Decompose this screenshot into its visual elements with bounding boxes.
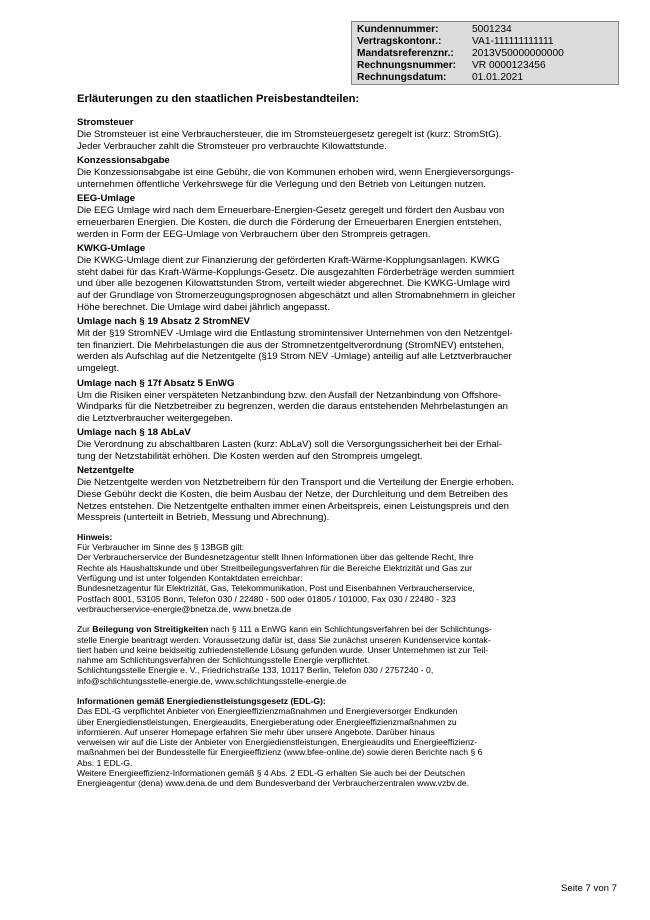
section-line: steht dabei für das Kraft-Wärme-Kopplungs-Gesetz. Die ausgezahlten Förderbeträge werden summiert — [77, 266, 515, 278]
section-line: Diese Gebühr deckt die Kosten, die beim Ausbau der Netze, der Durchleitung und dem Betreiben des — [77, 489, 508, 501]
info-row-invoice-date — [357, 72, 618, 84]
section-line: ten finanziert. Die Mehrbelastungen die aus der Stromnetzentgeltverordnung (StromNEV) entstehen, — [77, 339, 505, 351]
price-components-sections — [77, 117, 582, 524]
edl-title: Informationen gemäß Energiedienstleistungsgesetz (EDL-G): — [77, 696, 326, 706]
info-value: 2013V50000000000 — [472, 48, 564, 59]
text-line: Der Verbraucherservice der Bundesnetzagentur stellt Ihnen Informationen über das geltende Recht, Ihre — [77, 552, 474, 563]
main-content — [77, 117, 582, 789]
section-title: Stromsteuer — [77, 117, 134, 128]
section-line: Die EEG Umlage wird nach dem Erneuerbare-Energien-Gesetz geregelt und fördert den Ausbau von — [77, 205, 505, 217]
section-line: Um die Risiken einer verspäteten Netzanbindung bzw. den Ausfall der Netzanbindung von Offshore- — [77, 389, 502, 401]
page-number: Seite 7 von 7 — [560, 883, 617, 894]
info-label: Kundennummer: — [357, 24, 439, 35]
text-line: Verfügung und ist unter folgenden Kontaktdaten erreichbar: — [77, 573, 303, 584]
dispute-lead-prefix: Zur — [77, 624, 93, 635]
invoice-info-box — [351, 21, 619, 85]
section-title: EEG-Umlage — [77, 193, 136, 205]
section-title: Umlage nach § 17f Absatz 5 EnWG — [77, 377, 235, 389]
text-line: Das EDL-G verpflichtet Anbieter von Energieeffizienzmaßnahmen und Energieversorger Endkunden — [77, 706, 458, 717]
dispute-lead-suffix: nach § 111 a EnWG kann ein Schlichtungsverfahren bei der Schlichtungs- — [208, 624, 492, 635]
section-line: auf der Grundlage von Stromerzeugungsprognosen abgeschätzt und allen Stromabnehmern in gleicher — [77, 289, 516, 301]
section-line: Die KWKG-Umlage dient zur Finanzierung der geförderten Kraft-Wärme-Kopplungsanlagen. KWKG — [77, 255, 500, 267]
section-line: Netzes entstehen. Die Netzentgelte enthalten immer einen Arbeitspreis, einen Leistungspreis und den — [77, 500, 509, 512]
dispute-text — [77, 635, 582, 686]
hinweis-block — [77, 532, 582, 614]
section-title: Konzessionsabgabe — [77, 155, 170, 167]
info-row-customer-number — [357, 24, 618, 36]
page-heading: Erläuterungen zu den staatlichen Preisbestandteilen: — [77, 93, 360, 105]
info-label: Rechnungsnummer: — [357, 60, 457, 71]
text-line: Für Verbraucher im Sinne des § 13BGB gilt: — [77, 542, 245, 553]
text-line: Weitere Energieeffizienz-Informationen gemäß § 4 Abs. 2 EDL-G erhalten Sie auch bei der Deutschen — [77, 768, 466, 779]
text-line: informieren. Auf unserer Homepage erfahren Sie mehr über unsere Angebote. Darüber hinaus — [77, 726, 435, 737]
text-line: Energieagentur (dena) www.dena.de und dem Bundesverband der Verbraucherzentralen www.vzbv.de. — [77, 778, 470, 789]
text-line: Schlichtungsstelle Energie e. V., Friedrichstraße 133, 10117 Berlin, Telefon 030 / 2757240 - 0, — [77, 665, 434, 676]
info-value: 5001234 — [472, 24, 512, 35]
section-line: Die Konzessionsabgabe ist eine Gebühr, die von Kommunen erhoben wird, wenn Energieversorgungs- — [77, 167, 514, 179]
section-line: Mit der §19 StromNEV -Umlage wird die Entlastung stromintensiver Unternehmen von den Netzentgel- — [77, 328, 513, 340]
info-value: VA1-111111111111 — [472, 36, 554, 47]
section-line: Die Verordnung zu abschaltbaren Lasten (kurz: AbLaV) soll die Versorgungssicherheit bei der Erhal- — [77, 439, 503, 451]
text-line: Bundesnetzagentur für Elektrizität, Gas, Telekommunikation, Post und Eisenbahnen Verbraucherservice, — [77, 583, 475, 594]
section-line: Die Netzentgelte werden von Netzbetreibern für den Transport und die Verteilung der Energie erhoben. — [77, 477, 514, 489]
section-title: Umlage nach § 19 Absatz 2 StromNEV — [77, 316, 250, 328]
text-line: maßnahmen bei der Bundesstelle für Energieeffizienz (www.bfee-online.de) sowie deren Berichte nach § 6 — [77, 747, 483, 758]
edl-text — [77, 706, 582, 788]
section-line: werden als Aufschlag auf die Netzentgelte (§19 Strom NEV -Umlage) anteilig auf alle Letztverbraucher — [77, 351, 512, 363]
dispute-lead-bold: Beilegung von Streitigkeiten — [92, 624, 209, 635]
text-line: Abs. 1 EDL-G. — [77, 757, 133, 768]
section-line: unternehmen öffentliche Verkehrswege für die Verlegung und den Betrieb von Leitungen nutzen. — [77, 178, 486, 190]
hinweis-title: Hinweis: — [77, 531, 113, 542]
section-line: Die Stromsteuer ist eine Verbrauchersteuer, die im Stromsteuergesetz geregelt ist (kurz: StromStG). — [77, 129, 502, 140]
section-title: KWKG-Umlage — [77, 243, 146, 255]
text-line: verbraucherservice-energie@bnetza.de, www.bnetza.de — [77, 603, 292, 614]
section-line: werden in Form der EEG-Umlage von Verbrauchern über den Strompreis getragen. — [77, 228, 431, 240]
text-line: über Energiedienstleistungen, Energieaudits, Energieberatung oder Energieeffizienzmaßnahmen zu — [77, 716, 457, 727]
info-label: Mandatsreferenznr.: — [357, 48, 454, 59]
section-line: Windparks für die Netzbetreiber zu begrenzen, werden die daraus entstehenden Mehrbelastungen an — [77, 401, 508, 413]
text-line: Rechte als Haushaltskunde und über Streitbeilegungsverfahren für die Bereiche Elektrizität und Gas zur — [77, 562, 473, 573]
text-line: stelle Energie beantragt werden. Voraussetzung dafür ist, dass Sie zunächst unseren Kundenservice kontak- — [77, 634, 491, 645]
text-line: info@schlichtungsstelle-energie.de, www.schlichtungsstelle-energie.de — [77, 675, 347, 686]
dispute-block — [77, 624, 582, 686]
section-line: Höhe berechnet. Die Umlage wird dabei jährlich angepasst. — [77, 301, 330, 313]
section-line: Messpreis (unterteilt in Betrieb, Messung und Abrechnung). — [77, 512, 330, 524]
section-title: Netzentgelte — [77, 465, 135, 477]
section-line: erneuerbaren Energien. Die Kosten, die durch die Förderung der Erneuerbaren Energien entstehen, — [77, 216, 502, 228]
section-title: Umlage nach § 18 AbLaV — [77, 427, 191, 439]
dispute-lead — [77, 624, 582, 634]
section-line: tung der Netzstabilität erhöhen. Die Kosten werden auf den Strompreis umgelegt. — [77, 450, 423, 462]
section-line: umgelegt. — [77, 362, 120, 374]
text-line: verweisen wir auf die Liste der Anbieter von Energiedienstleistungen, Energieaudits und Energieeffizienz- — [77, 737, 478, 748]
section-line: Jeder Verbraucher zahlt die Stromsteuer pro verbrauchte Kilowattstunde. — [77, 140, 387, 152]
text-line: tiert haben und keine beidseitig zufriedenstellende Lösung gefunden wurde. Unser Unternehmen ist zur Teil- — [77, 644, 489, 655]
edl-block — [77, 696, 582, 789]
section-line: die Letztverbraucher weitergegeben. — [77, 412, 233, 424]
info-value: 01.01.2021 — [472, 72, 523, 83]
info-row-contract-account — [357, 36, 618, 48]
info-value: VR 0000123456 — [472, 60, 546, 71]
text-line: Postfach 8001, 53105 Bonn, Telefon 030 / 22480 - 500 oder 01805 / 101000, Fax 030 / 22480 - 323 — [77, 593, 456, 604]
hinweis-text — [77, 542, 582, 614]
section-line: und über alle bezogenen Kilowattstunden Strom, verteilt wieder abgerechnet. Die KWKG-Umlage wird — [77, 278, 511, 290]
info-row-mandate-reference — [357, 48, 618, 60]
info-row-invoice-number — [357, 60, 618, 72]
text-line: nahme am Schlichtungsverfahren der Schlichtungsstelle Energie verpflichtet. — [77, 655, 370, 666]
info-label: Vertragskontonr.: — [357, 36, 442, 47]
info-label: Rechnungsdatum: — [357, 72, 447, 83]
